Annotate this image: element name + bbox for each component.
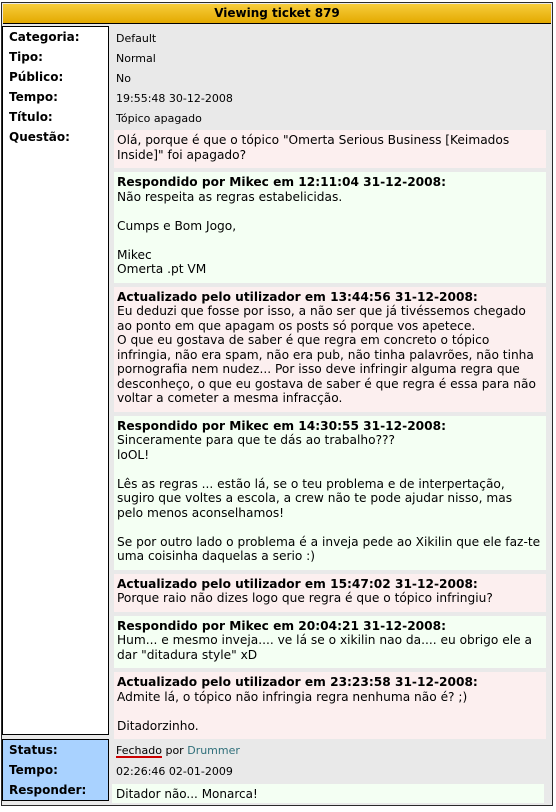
message-body: Porque raio não dizes logo que regra é que o tópico infringiu? — [117, 591, 493, 605]
responder-value: Ditador não... Monarca! — [112, 784, 544, 803]
categoria-label: Categoria: — [9, 30, 80, 44]
status-tempo-value: 02:26:46 02-01-2009 — [116, 765, 233, 778]
tipo-label: Tipo: — [9, 50, 43, 64]
publico-value: No — [116, 72, 131, 85]
reply-message — [114, 616, 546, 669]
message-header: Respondido por Mikec em 20:04:21 31-12-2008: — [117, 618, 446, 633]
tipo-value: Normal — [116, 52, 156, 65]
status-por: por — [165, 744, 184, 757]
info-label-column — [2, 26, 109, 735]
message-body: Hum... e mesmo inveja.... ve lá se o xikilin nao da.... eu obrigo ele a dar "ditadura style" xD — [117, 633, 536, 662]
user-update-message — [114, 287, 546, 412]
message-thread — [114, 130, 546, 739]
status-label: Status: — [9, 743, 58, 757]
status-text: Fechado — [116, 744, 162, 757]
message-header: Actualizado pelo utilizador em 23:23:58 31-12-2008: — [117, 675, 478, 689]
status-tempo-label: Tempo: — [9, 763, 58, 777]
message-body: Sinceramente para que te dás ao trabalho??? loOL! Lês as regras ... estão lá, se o teu problema e de interpertação, sugiro que voltes a escola, a crew não te pode ajudar nisso, mas pelo menos aconselhamos! Se por outro lado o problema é a inveja pede ao Xikilin que ele faz-te uma coisinha daquelas a serio :) — [117, 433, 541, 563]
message-body: Não respeita as regras estabelicidas. Cumps e Bom Jogo, Mikec Omerta .pt VM — [117, 189, 343, 276]
publico-label: Público: — [9, 70, 64, 84]
tempo-value: 19:55:48 30-12-2008 — [116, 92, 233, 105]
status-value — [112, 741, 240, 760]
questao-label: Questão: — [9, 130, 70, 144]
responder-label: Responder: — [9, 783, 87, 797]
reply-message — [114, 416, 546, 570]
titulo-label: Título: — [9, 110, 53, 124]
user-update-message — [114, 574, 546, 612]
message-header: Actualizado pelo utilizador em 13:44:56 31-12-2008: — [117, 289, 478, 304]
message-header: Respondido por Mikec em 12:11:04 31-12-2008: — [117, 175, 446, 189]
message-header: Actualizado pelo utilizador em 15:47:02 31-12-2008: — [117, 576, 478, 591]
message-header: Respondido por Mikec em 14:30:55 31-12-2008: — [117, 418, 446, 433]
question-message — [114, 130, 546, 168]
message-body: Admite lá, o tópico não infringia regra nenhuma não é? ;) Ditadorzinho. — [117, 689, 468, 733]
tempo-label: Tempo: — [9, 90, 58, 104]
user-update-message — [114, 672, 546, 739]
categoria-value: Default — [116, 32, 157, 45]
panel-title: Viewing ticket 879 — [3, 4, 551, 24]
message-body: Olá, porque é que o tópico "Omerta Serious Business [Keimados Inside]" foi apagado? — [117, 133, 514, 162]
message-body: Eu deduzi que fosse por isso, a não ser que já tivéssemos chegado ao ponto em que apagam os posts só porque vos apetece. O que eu gostava de saber é que regra em concreto o tópico infringia, não era spam, não era pub, não tinha palavrões, não tinha pornografia nem nudez... Por isso deve infringir alguma regra que desconheço, o que eu gostava de saber é que regra é essa para não voltar a cometer a mesma infracção. — [117, 304, 536, 405]
status-label-column — [2, 739, 109, 801]
status-user-link[interactable]: Drummer — [187, 744, 240, 757]
titulo-value: Tópico apagado — [116, 112, 202, 125]
reply-message — [114, 172, 546, 283]
